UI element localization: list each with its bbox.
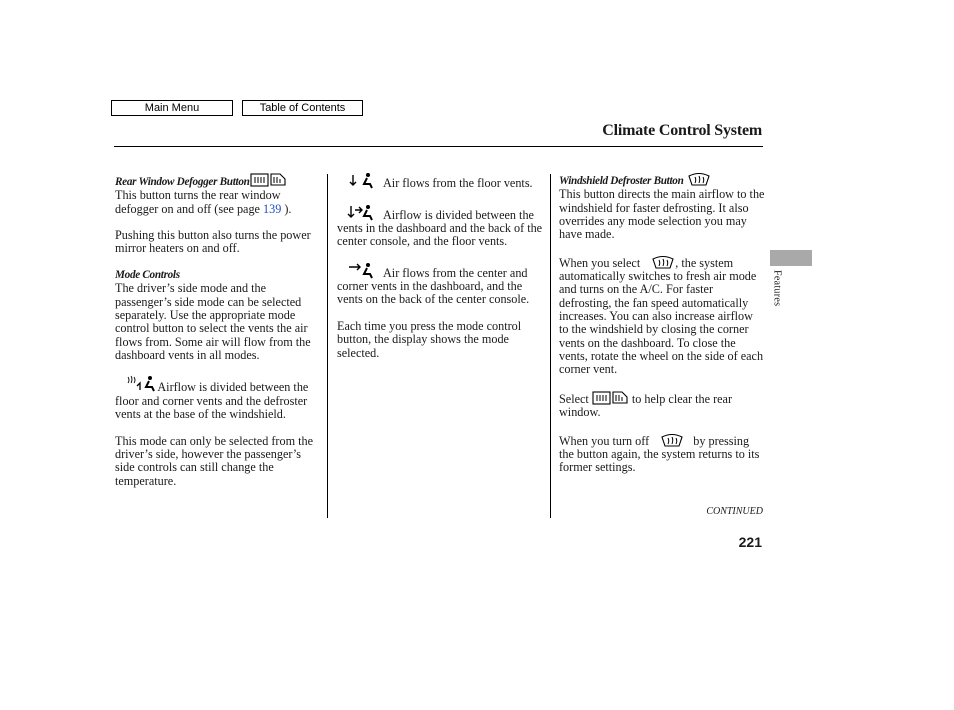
column-divider xyxy=(550,174,551,518)
dash-mode-icon xyxy=(347,262,373,279)
floor-defrost-mode-icon xyxy=(125,375,155,393)
bilevel-mode-text: Airflow is divided between the vents in the dashboard and the back of the center console, and the floor vents. xyxy=(337,204,545,249)
header-rule xyxy=(114,146,763,147)
dash-mode-text: Air flows from the center and corner vents in the dashboard, and the vents on the back of the center console. xyxy=(337,262,545,307)
rear-defogger-icon xyxy=(592,391,611,405)
mode-controls-text: The driver’s side mode and the passenger’s side mode can be selected separately. Use the appropriate mode control button to select the vents the air flows from. Some air will flow from the dashboard vents in all modes. xyxy=(115,281,311,362)
bilevel-mode-icon xyxy=(347,204,373,221)
section-tab xyxy=(770,250,812,266)
table-of-contents-button[interactable]: Table of Contents xyxy=(242,100,363,116)
mode-controls-heading: Mode Controls xyxy=(115,269,180,282)
rear-select-text: Select to help clear the rear window. xyxy=(559,391,733,420)
defroster-select-text: When you select , the system automatically switches to fresh air mode and turns on the A/C. For faster defrosting, the fan speed automatically increases. You can also increase airflow to the windshield by closing the corner vents on the dashboard. To close the vents, rotate the wheel on the side of each corner vent. xyxy=(559,255,764,377)
defroster-text: This button directs the main airflow to the windshield for faster defrosting. It also overrides any mode selection you may have made. xyxy=(559,187,765,242)
defogger-heading-row xyxy=(115,172,320,189)
floor-mode-text: Air flows from the floor vents. xyxy=(337,172,545,190)
mirror-heater-icon xyxy=(269,172,287,187)
defogger-text: This button turns the rear window defogger on and off (see page 139 ). xyxy=(115,188,292,216)
rear-defogger-icon xyxy=(250,173,269,187)
section-tab-label: Features xyxy=(771,270,783,307)
column-divider xyxy=(327,174,328,518)
windshield-defroster-icon xyxy=(687,172,711,186)
mode-press-text: Each time you press the mode control button, the display shows the mode selected. xyxy=(337,318,522,360)
defogger-heading: Rear Window Defogger Button xyxy=(115,176,250,188)
defroster-heading: Windshield Defroster Button xyxy=(559,175,684,187)
defroster-off-text: When you turn off by pressing the button again, the system returns to its former settings. xyxy=(559,433,760,475)
column-left xyxy=(115,172,320,501)
page-number: 221 xyxy=(738,534,762,550)
page-title: Climate Control System xyxy=(602,122,762,139)
mirror-heater-text: Pushing this button also turns the power mirror heaters on and off. xyxy=(115,228,311,256)
floor-mode-icon xyxy=(347,172,373,189)
floor-defrost-mode-text: Airflow is divided between the floor and corner vents and the defroster vents at the base of the windshield. xyxy=(115,375,320,421)
column-middle xyxy=(337,172,545,373)
main-menu-button[interactable]: Main Menu xyxy=(111,100,233,116)
mirror-heater-icon xyxy=(611,390,629,405)
windshield-defroster-icon xyxy=(651,255,675,269)
driver-only-text: This mode can only be selected from the driver’s side, however the passenger’s side controls can still change the temperature. xyxy=(115,433,313,488)
continued-label: CONTINUED xyxy=(706,506,763,517)
column-right xyxy=(559,172,765,488)
windshield-defroster-icon xyxy=(660,433,684,447)
page-link[interactable]: 139 xyxy=(263,201,282,216)
defroster-heading-row xyxy=(559,172,765,188)
